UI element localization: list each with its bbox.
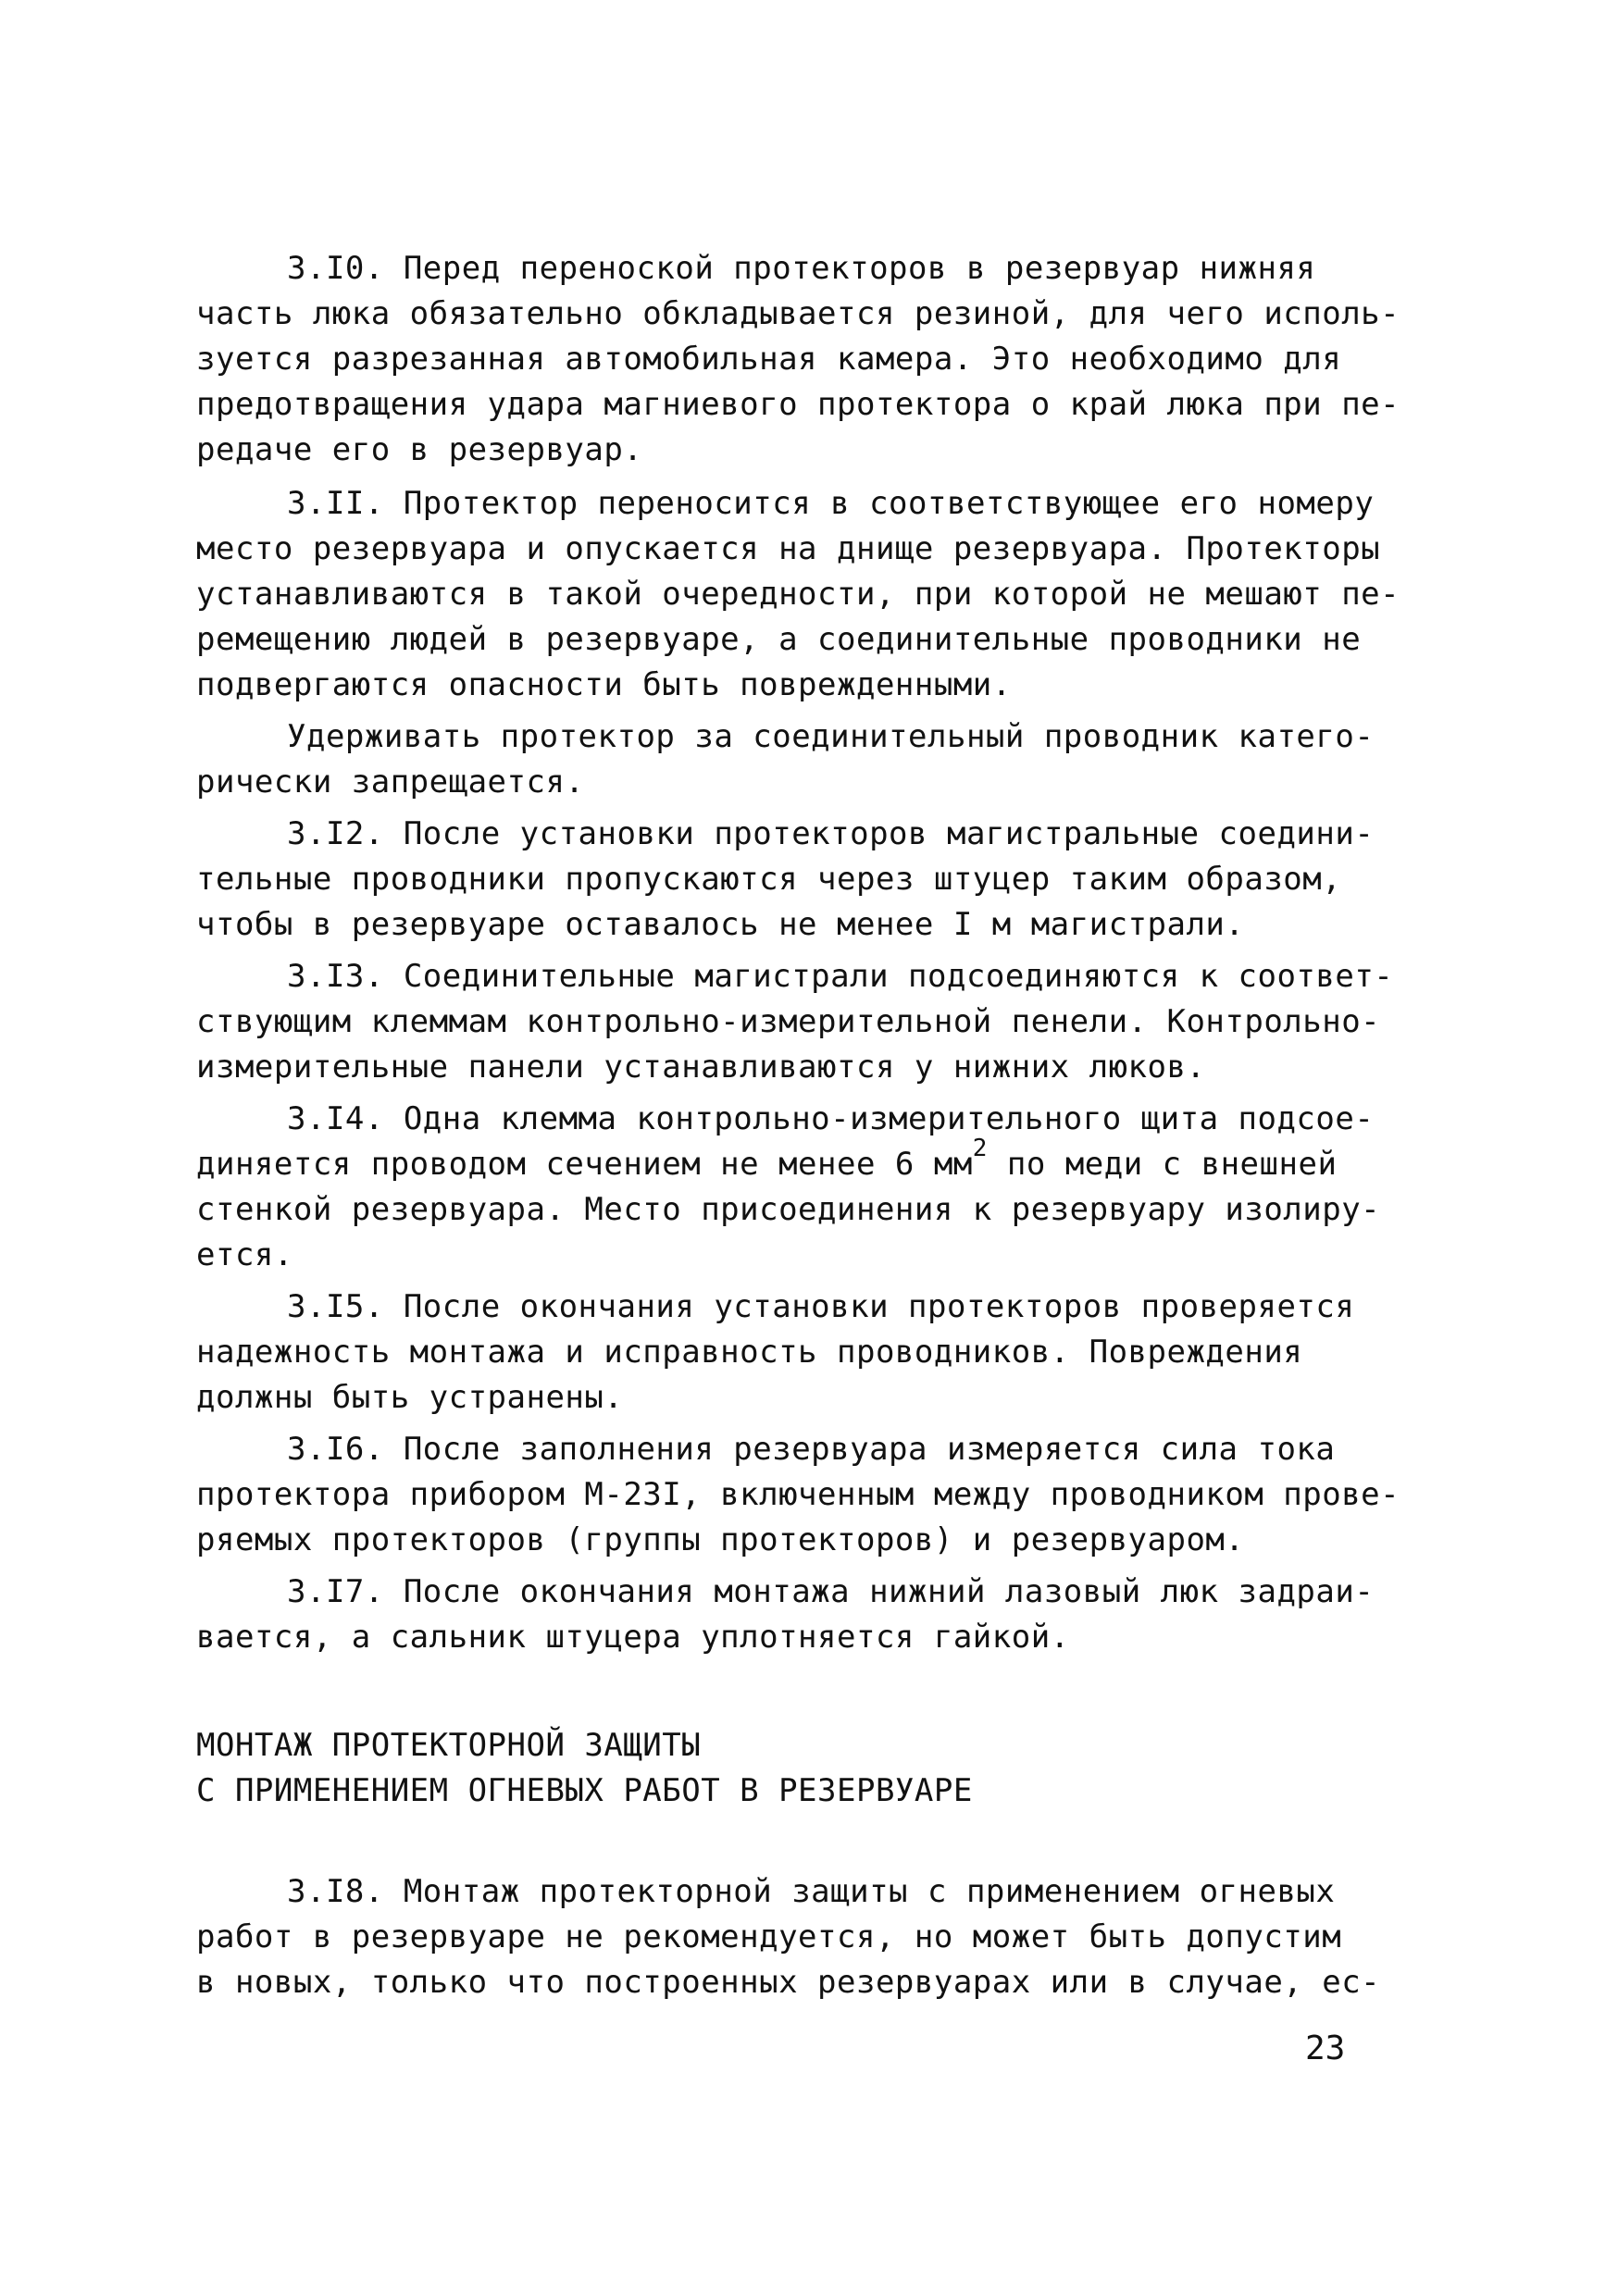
text-line: измерительные панели устанавливаются у нижних люков. xyxy=(196,1049,1206,1086)
text-line: 3.I6. После заполнения резервуара измеряется сила тока xyxy=(287,1431,1336,1468)
text-line: протектора прибором М-23I, включенным между проводником прове- xyxy=(196,1476,1400,1513)
text-segment: по меди с внешней xyxy=(987,1146,1338,1183)
text-line: место резервуара и опускается на днище резервуара. Протекторы xyxy=(196,530,1381,567)
text-line: 3.I3. Соединительные магистрали подсоединяются к соответ- xyxy=(287,958,1394,995)
text-line: 3.I8. Монтаж протекторной защиты с применением огневых xyxy=(287,1873,1336,1910)
text-segment: диняется проводом сечением не менее 6 мм xyxy=(196,1146,973,1183)
text-line: зуется разрезанная автомобильная камера. Это необходимо для xyxy=(196,341,1342,378)
text-line: ремещению людей в резервуаре, а соединительные проводники не xyxy=(196,621,1362,658)
text-line: Удерживать протектор за соединительный проводник катего- xyxy=(287,718,1375,755)
text-line: подвергаются опасности быть поврежденными. xyxy=(196,666,1012,703)
text-line: должны быть устранены. xyxy=(196,1379,624,1416)
text-line: рически запрещается. xyxy=(196,763,585,800)
section-heading: МОНТАЖ ПРОТЕКТОРНОЙ ЗАЩИТЫ xyxy=(196,1727,702,1764)
text-line: 3.II. Протектор переносится в соответствующее его номеру xyxy=(287,485,1375,522)
text-line: чтобы в резервуаре оставалось не менее I м магистрали. xyxy=(196,906,1245,943)
superscript: 2 xyxy=(972,1135,988,1162)
text-line: устанавливаются в такой очередности, при которой не мешают пе- xyxy=(196,576,1400,613)
text-line: надежность монтажа и исправность проводников. Повреждения xyxy=(196,1334,1303,1371)
text-line: тельные проводники пропускаются через штуцер таким образом, xyxy=(196,861,1342,898)
text-line: работ в резервуаре не рекомендуется, но может быть допустим xyxy=(196,1918,1342,1955)
text-line: 3.I7. После окончания монтажа нижний лазовый люк задраи- xyxy=(287,1573,1375,1610)
text-line: часть люка обязательно обкладывается резиной, для чего исполь- xyxy=(196,295,1400,332)
text-line: 3.I2. После установки протекторов магистральные соедини- xyxy=(287,815,1375,852)
text-line: 3.I4. Одна клемма контрольно-измерительного щита подсое- xyxy=(287,1100,1375,1137)
text-line: 3.I0. Перед переноской протекторов в резервуар нижняя xyxy=(287,250,1316,287)
section-heading: С ПРИМЕНЕНИЕМ ОГНЕВЫХ РАБОТ В РЕЗЕРВУАРЕ xyxy=(196,1772,973,1809)
text-line: 3.I5. После окончания установки протекторов проверяется xyxy=(287,1288,1355,1325)
text-line: предотвращения удара магниевого протектора о край люка при пе- xyxy=(196,386,1400,423)
page-number: 23 xyxy=(1305,2029,1346,2067)
text-line: редаче его в резервуар. xyxy=(196,431,643,468)
text-line: ется. xyxy=(196,1236,293,1273)
text-line: ряемых протекторов (группы протекторов) и резервуаром. xyxy=(196,1521,1245,1558)
text-line: стенкой резервуара. Место присоединения к резервуару изолиру- xyxy=(196,1191,1381,1228)
text-line: вается, а сальник штуцера уплотняется гайкой. xyxy=(196,1619,1070,1656)
text-line: ствующим клеммам контрольно-измерительной пенели. Контрольно- xyxy=(196,1003,1381,1040)
text-line: в новых, только что построенных резервуарах или в случае, ес- xyxy=(196,1964,1381,2001)
text-line-with-superscript xyxy=(196,1135,1338,1189)
